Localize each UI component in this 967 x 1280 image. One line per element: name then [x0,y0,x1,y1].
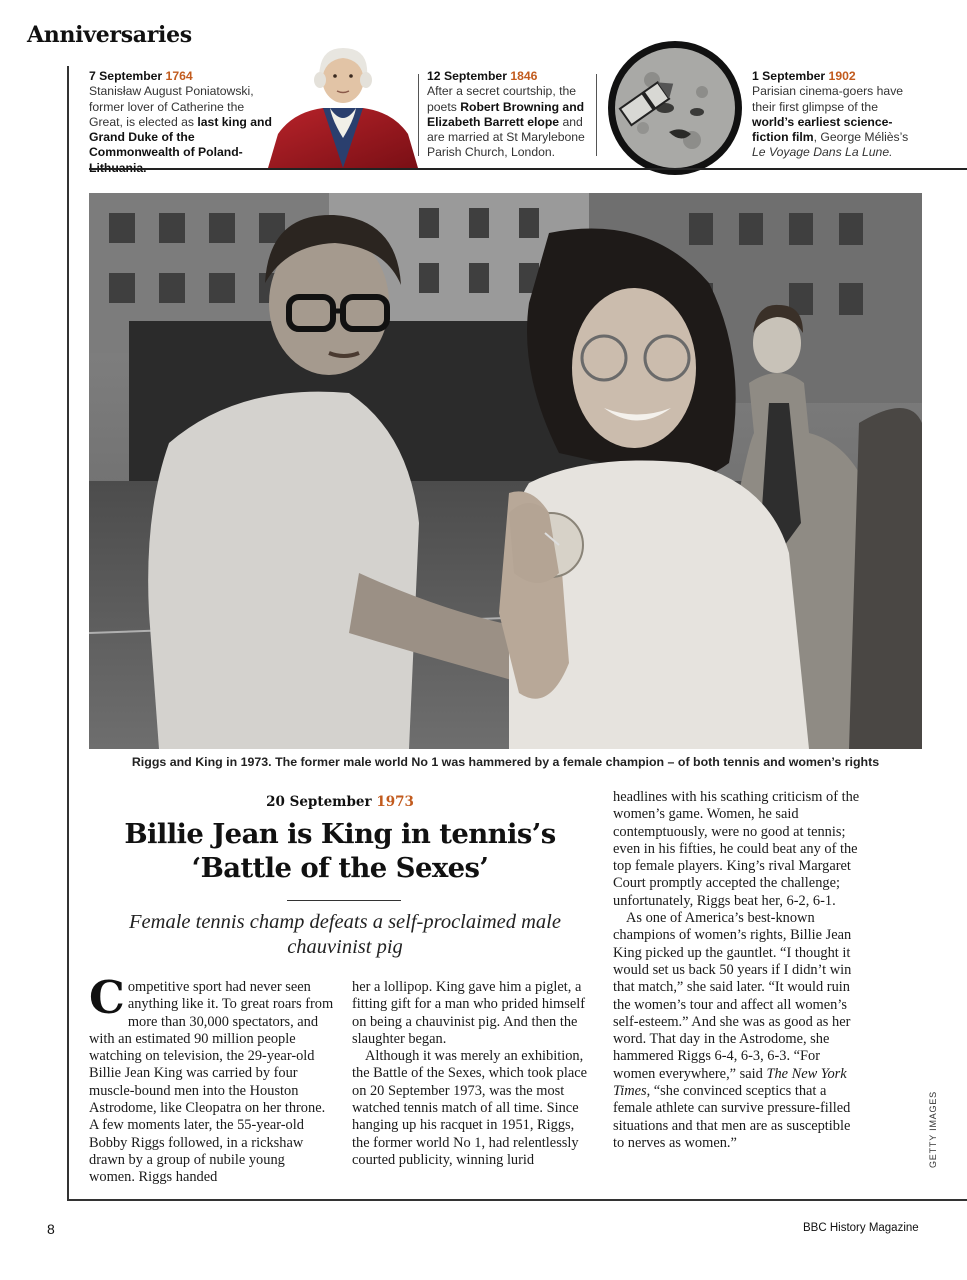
photo-caption: Riggs and King in 1973. The former male world No 1 was hammered by a female champion – of both tennis and women’s rights [131,755,880,769]
section-title: Anniversaries [27,22,192,48]
strip-divider [418,74,419,156]
anniversary-year: 1764 [165,69,193,83]
headline-rule [287,900,401,901]
article-column-2 [352,979,592,1169]
anniversary-highlight: world’s earliest science-fiction film [752,114,893,145]
anniversary-item-1846 [427,69,592,161]
column-3-text: As one of America’s best-known champions of women’s rights, Billie Jean King picked up the gauntlet. “I thought it would set us back 50 years if I didn’t win that match,” she said later. “It would ruin the women’s tour and affect all women’s self-esteem.” And she was as good as her word. That day in the Astrodome, she hammered Riggs 6-4, 6-3, 6-3. “For women everywhere,” said [613,910,852,1082]
column-2-paragraph: Although it was merely an exhibition, the Battle of the Sexes, which took place on 20 September 1973, was the most watched tennis match of all time. Since hanging up his racquet in 1951, Riggs, the former world No 1, had relentlessly courted publicity, winning lurid [352,1048,587,1168]
strip-divider [596,74,597,156]
anniversary-item-1902 [752,69,917,161]
anniversary-text: Stanisław August Poniatowski, former lover of Catherine the Great, is elected as [89,84,254,129]
poniatowski-portrait [268,46,418,168]
anniversary-year: 1902 [828,69,856,83]
film-title: Le Voyage Dans La Lune. [752,145,893,160]
frame-bottom-rule [67,1199,967,1201]
magazine-name: BBC History Magazine [803,1222,919,1234]
anniversary-date: 7 September [89,69,163,83]
article-headline: Billie Jean is King in tennis’s ‘Battle of the Sexes’ [124,818,556,884]
anniversary-date: 1 September [752,69,826,83]
column-3-paragraph [613,910,861,1152]
anniversary-highlight: Robert Browning and Elizabeth Barrett elope [427,99,585,129]
column-3-paragraph: headlines with his scathing criticism of the women’s game. Women, he said contemptuously, were no good at tennis; even in his fifties, he could beat any of the top female players. King’s rival Margaret Court promptly accepted the challenge; unfortunately, Riggs beat her, 6-2, 6-1. [613,789,860,909]
anniversary-year: 1846 [510,69,538,83]
photo-credit-text: GETTY IMAGES [928,1091,938,1168]
strip-bottom-rule [89,168,967,170]
anniversary-text: Parisian cinema-goers have their first glimpse of the [752,84,904,114]
anniversary-text: After a secret courtship, the poets [427,84,577,114]
anniversary-text: , George Méliès’s [813,130,909,145]
article-date [110,794,570,810]
riggs-king-photo [89,193,922,749]
column-2-paragraph: her a lollipop. King gave him a piglet, a fitting gift for a man who prided himself on being a chauvinist pig. And then the slaughter began. [352,979,585,1047]
anniversary-highlight: last king and Grand Duke of the Commonwealth of Poland- [89,114,272,160]
moon-film-still [607,40,743,176]
drop-cap: C [89,971,125,1024]
article-standfirst: Female tennis champ defeats a self-proclaimed male chauvinist pig [129,911,561,958]
frame-left-rule [67,66,69,1200]
column-3-text: , “she convinced sceptics that a female athlete can survive pressure-filled situations and that men are as susceptible to nerves as women.” [613,1083,851,1151]
article-year: 1973 [376,794,414,810]
anniversary-item-1764 [89,69,279,176]
newspaper-name: The New York Times [613,1065,847,1100]
page-number: 8 [47,1221,55,1237]
column-1-text: ompetitive sport had never seen anything like it. To great roars from more than 30,000 spectators, and with an estimated 90 million people watching on television, the 29-year-old Billie Jean King was carried by four muscle-bound men into the Houston Astrodome, like Cleopatra on her throne. A few moments later, the 55-year-old Bobby Riggs followed, in a rickshaw drawn by a group of nubile young women. Riggs handed [89,979,334,1186]
article-column-1 [89,971,334,1187]
photo-credit [928,1091,942,1168]
anniversary-date: 12 September [427,69,507,83]
anniversary-text: and are married at St Marylebone Parish Church, London. [427,114,585,160]
article-column-3 [613,789,861,1152]
article-date-day: 20 September [266,794,372,810]
